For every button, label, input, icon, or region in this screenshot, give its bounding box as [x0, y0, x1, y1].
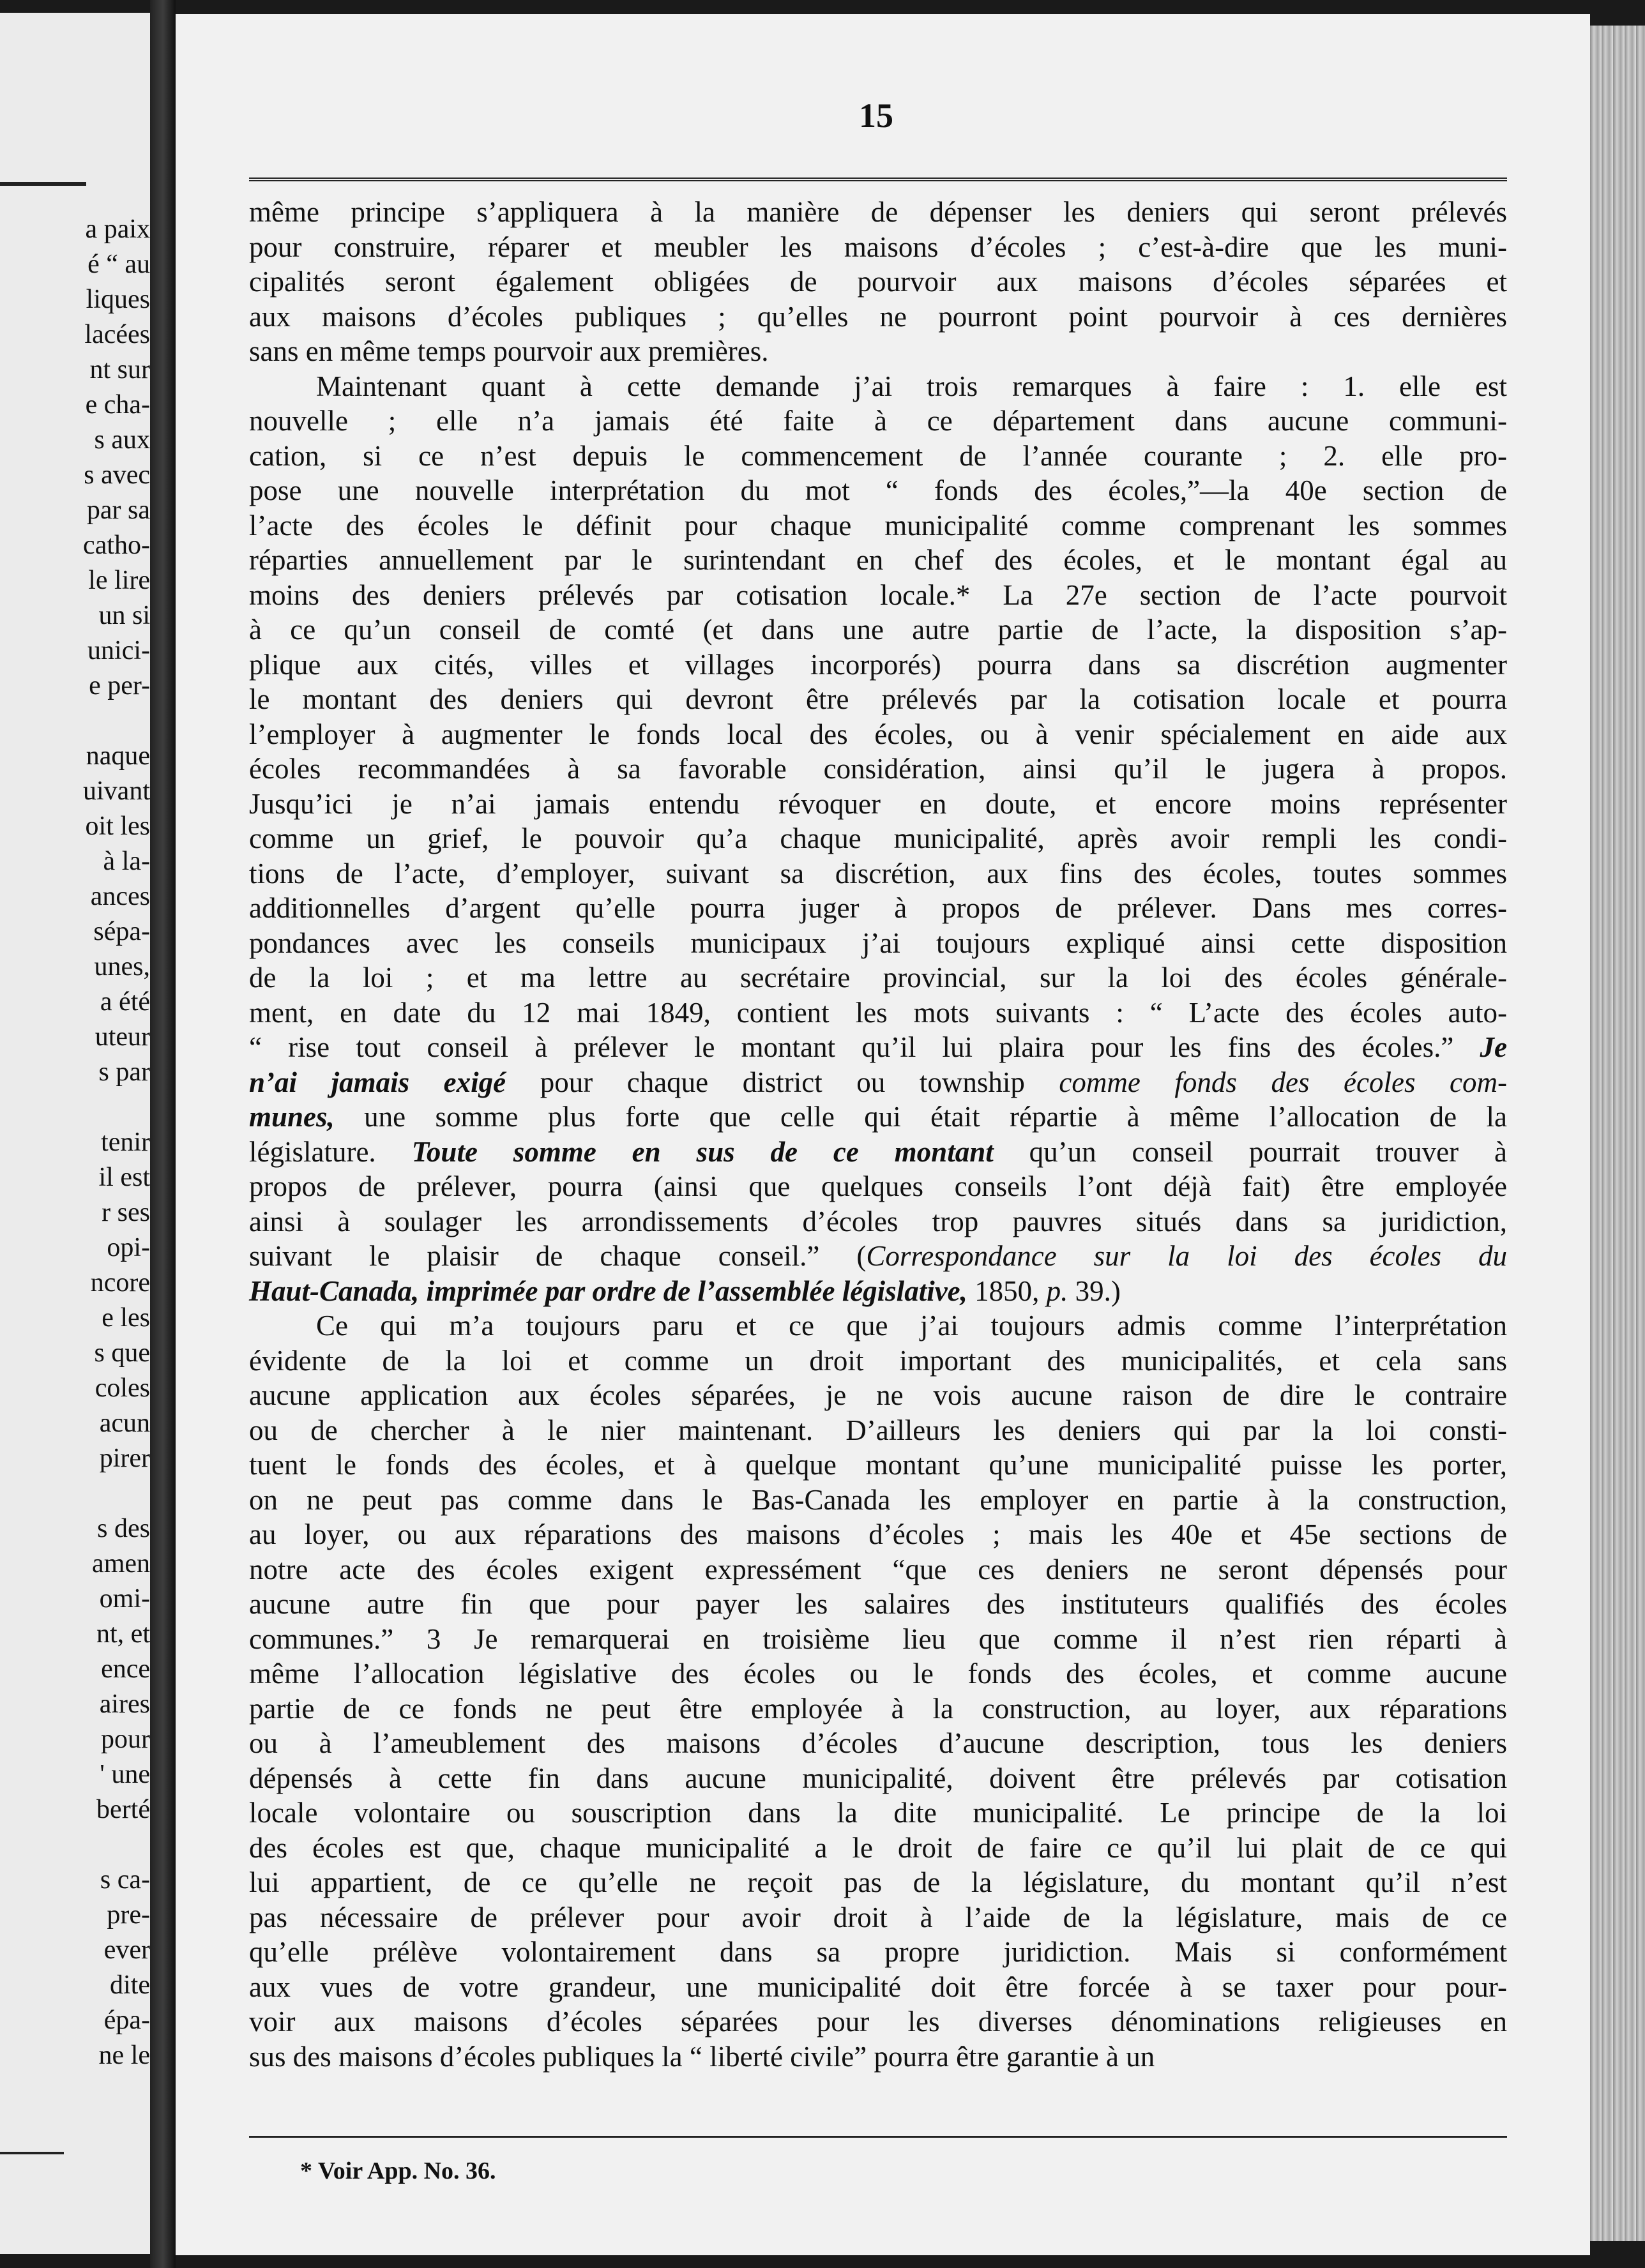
page-number: 15 — [859, 96, 893, 135]
left-page-rule — [0, 182, 86, 186]
left-page-line: berté — [96, 1795, 150, 1824]
text-line: comme un grief, le pouvoir qu’a chaque municipalité, après avoir rempli les condi- — [249, 822, 1507, 854]
left-page-line: a été — [100, 987, 150, 1017]
text-line: additionnelles d’argent qu’elle pourra juger à propos de prélever. Dans mes corres- — [249, 892, 1507, 924]
text-line: pondances avec les conseils municipaux j’ai toujours expliqué ainsi cette disposition — [249, 926, 1507, 959]
left-page-line: ne le — [98, 2041, 150, 2070]
left-page-line: uteur — [95, 1022, 150, 1052]
text-line: qu’elle prélève volontairement dans sa propre juridiction. Mais si conformément — [249, 1936, 1507, 1968]
left-page-line: a paix — [85, 215, 150, 244]
text-line: même principe s’appliquera à la manière de dépenser les deniers qui seront prélevés — [249, 196, 1507, 228]
left-page-line: ances — [90, 882, 150, 911]
text-line: l’acte des écoles le définit pour chaque municipalité comme comprenant les sommes — [249, 509, 1507, 541]
left-page-line: épa- — [103, 2006, 150, 2035]
text-line — [249, 1100, 1507, 1135]
text-line: partie de ce fonds ne peut être employée à la construction, au loyer, aux réparations — [249, 1692, 1507, 1725]
left-page-line: e cha- — [85, 390, 150, 420]
left-page-line: ence — [101, 1654, 150, 1684]
text-line: ou à l’ameublement des maisons d’écoles d’aucune description, tous les deniers — [249, 1727, 1507, 1759]
text-line — [249, 1204, 1507, 1239]
text-line: voir aux maisons d’écoles séparées pour les diverses dénominations religieuses en — [249, 2006, 1507, 2037]
text-run: législature. — [249, 1135, 412, 1168]
text-run: Haut-Canada, imprimée par ordre de l’assemblée législative, — [249, 1274, 967, 1307]
left-page-line: uivant — [83, 776, 150, 806]
left-page-line: unes, — [94, 952, 150, 981]
text-run: suivant le plaisir de chaque conseil.” ( — [249, 1240, 867, 1272]
text-line: aux maisons d’écoles publiques ; qu’elles ne pourront point pourvoir à ces dernières — [249, 300, 1507, 333]
left-page-line: tenir — [101, 1128, 150, 1157]
text-line: dépensés à cette fin dans aucune municipalité, doivent être prélevés par cotisation — [249, 1762, 1507, 1794]
left-page-line: s ca- — [100, 1865, 150, 1894]
text-run: pour chaque district ou township — [506, 1066, 1059, 1098]
text-line: cipalités seront également obligées de pourvoir aux maisons d’écoles séparées et — [249, 266, 1507, 298]
left-page-line: naque — [86, 741, 150, 771]
left-page-line: é “ au — [87, 250, 150, 279]
text-line — [249, 1169, 1507, 1204]
paragraph — [249, 1308, 1507, 2074]
text-run: 39.) — [1068, 1274, 1121, 1307]
text-line: le montant des deniers qui devront être prélevés par la cotisation locale et pourra — [249, 683, 1507, 715]
text-line — [249, 1135, 1507, 1170]
header-rule — [249, 178, 1507, 181]
book-gutter — [150, 0, 176, 2268]
text-line: sus des maisons d’écoles publiques la “ liberté civile” pourra être garantie à un — [249, 2040, 1155, 2073]
left-page-line: s par — [98, 1057, 150, 1087]
text-line: même l’allocation législative des écoles ou le fonds des écoles, et comme aucune — [249, 1658, 1507, 1690]
text-line: aucune autre fin que pour payer les salaires des instituteurs qualifiés des écoles — [249, 1588, 1507, 1620]
text-run: ainsi à soulager les arrondissements d’écoles trop pauvres situés dans sa juridiction, — [249, 1205, 1507, 1237]
text-run: n’ai jamais exigé — [249, 1066, 506, 1098]
left-page-line: dite — [110, 1970, 150, 2000]
text-line: nouvelle ; elle n’a jamais été faite à ce département dans aucune communi- — [249, 405, 1507, 437]
left-page-line: il est — [98, 1163, 150, 1192]
text-run: comme fonds des écoles com- — [1059, 1066, 1508, 1098]
text-run: Toute somme en sus de ce montant — [411, 1135, 994, 1168]
left-page-line: pre- — [107, 1900, 150, 1930]
left-page-line: s aux — [94, 425, 150, 455]
text-line: au loyer, ou aux réparations des maisons d’écoles ; mais les 40e et 45e sections de — [249, 1518, 1507, 1550]
left-page-line: ncore — [90, 1268, 150, 1297]
text-line: cation, si ce n’est depuis le commencement de l’année courante ; 2. elle pro- — [249, 439, 1507, 472]
left-page-line: omi- — [99, 1584, 150, 1614]
text-line — [249, 1065, 1507, 1100]
text-run: une somme plus forte que celle qui était répartie à même l’allocation de la — [334, 1101, 1507, 1133]
left-page-line: r ses — [102, 1198, 150, 1227]
left-page-line: catho- — [83, 531, 150, 560]
text-line: sans en même temps pourvoir aux premières. — [249, 335, 769, 367]
text-line: écoles recommandées à sa favorable considération, ainsi qu’il le jugera à propos. — [249, 753, 1507, 785]
left-page-line: ' une — [100, 1760, 150, 1789]
emphasis: Je — [1480, 1031, 1507, 1063]
text-line: Jusqu’ici je n’ai jamais entendu révoquer en doute, et encore moins représenter — [249, 787, 1507, 820]
text-line: ment, en date du 12 mai 1849, contient les mots suivants : “ L’acte des écoles auto- — [249, 996, 1507, 1029]
text-line: Ce qui m’a toujours paru et ce que j’ai toujours admis comme l’interprétation — [316, 1310, 1507, 1342]
text-line: communes.” 3 Je remarquerai en troisième lieu que comme il n’est rien réparti à — [249, 1622, 1507, 1655]
left-page-line: lacées — [84, 320, 150, 349]
text-line: tions de l’acte, d’employer, suivant sa discrétion, aux fins des écoles, toutes sommes — [249, 857, 1507, 889]
left-page-fragment — [0, 13, 150, 2254]
text-line: aucune application aux écoles séparées, je ne vois aucune raison de dire le contraire — [249, 1379, 1507, 1411]
paragraph — [249, 369, 1507, 1309]
text-run: propos de prélever, pourra (ainsi que quelques conseils l’ont déjà fait) être employée — [249, 1170, 1507, 1202]
left-page-line: unici- — [87, 636, 150, 665]
text-line: évidente de la loi et comme un droit important des municipalités, et cela sans — [249, 1344, 1507, 1377]
text-line: des écoles est que, chaque municipalité a le droit de faire ce qu’il lui plait de ce qui — [249, 1831, 1507, 1864]
text-line: ou de chercher à le nier maintenant. D’ailleurs les deniers qui par la loi consti- — [249, 1414, 1507, 1446]
text-line: réparties annuellement par le surintendant en chef des écoles, et le montant égal au — [249, 544, 1507, 576]
text-run: Correspondance sur la loi des écoles du — [866, 1240, 1507, 1272]
text-run: p. — [1046, 1274, 1068, 1307]
text-run: 1850, — [967, 1274, 1047, 1307]
left-page-bottom-rule — [0, 2152, 64, 2154]
text-line: pas nécessaire de prélever pour avoir droit à l’aide de la législature, mais de ce — [249, 1901, 1507, 1933]
text-line: pour construire, réparer et meubler les maisons d’écoles ; c’est-à-dire que les muni- — [249, 231, 1507, 263]
left-page-line: oit les — [85, 812, 150, 841]
text-line — [249, 1239, 1507, 1274]
text-line — [249, 1274, 1507, 1309]
footnote: * Voir App. No. 36. — [300, 2158, 496, 2184]
left-page-line: ever — [103, 1935, 150, 1965]
left-page-line: coles — [95, 1373, 150, 1403]
text-line: l’employer à augmenter le fonds local des écoles, ou à venir spécialement en aide aux — [249, 718, 1507, 750]
text-line: pose une nouvelle interprétation du mot “ fonds des écoles,”—la 40e section de — [249, 474, 1507, 506]
page-edges — [1590, 26, 1645, 2241]
left-page-line: nt, et — [96, 1619, 150, 1649]
text-line: tuent le fonds des écoles, et à quelque montant qu’une municipalité puisse les porter, — [249, 1449, 1507, 1481]
left-page-line: un si — [98, 601, 150, 630]
left-page-line: s avec — [84, 460, 150, 490]
left-page-line: e per- — [89, 671, 150, 700]
text-line: de la loi ; et ma lettre au secrétaire provincial, sur la loi des écoles générale- — [249, 962, 1507, 994]
footnote-rule — [249, 2136, 1507, 2138]
left-page-line: pirer — [99, 1444, 150, 1473]
text-line: Maintenant quant à cette demande j’ai trois remarques à faire : 1. elle est — [316, 370, 1507, 402]
left-page-line: s que — [94, 1338, 150, 1368]
text-run: qu’un conseil pourrait trouver à — [993, 1135, 1507, 1168]
body-text — [249, 195, 1507, 2074]
text-line: aux vues de votre grandeur, une municipalité doit être forcée à se taxer pour pour- — [249, 1970, 1507, 2003]
left-page-line: nt sur — [89, 355, 150, 384]
left-page-line: acun — [99, 1409, 150, 1438]
text-line: moins des deniers prélevés par cotisation locale.* La 27e section de l’acte pourvoit — [249, 578, 1507, 611]
text-line: lui appartient, de ce qu’elle ne reçoit pas de la législature, du montant qu’il n’est — [249, 1866, 1507, 1898]
paragraph — [249, 195, 1507, 369]
left-page-line: pour — [101, 1725, 150, 1754]
text-line: notre acte des écoles exigent expressément “que ces deniers ne seront dépensés pour — [249, 1553, 1507, 1585]
text-line: locale volontaire ou souscription dans la dite municipalité. Le principe de la loi — [249, 1797, 1507, 1829]
left-page-line: e les — [102, 1303, 150, 1333]
text-line: on ne peut pas comme dans le Bas-Canada les employer en partie à la construction, — [249, 1483, 1507, 1516]
left-page-line: le lire — [88, 566, 150, 595]
left-page-line: s des — [97, 1514, 150, 1543]
left-page-line: liques — [86, 285, 150, 314]
left-page-line: à la- — [103, 847, 150, 876]
left-page-line: par sa — [86, 495, 150, 525]
left-page-line: amen — [92, 1549, 150, 1578]
text-line: “ rise tout conseil à prélever le montant qu’il lui plaira pour les fins des écoles.” Je — [249, 1031, 1507, 1063]
left-page-line: sépa- — [93, 917, 150, 946]
text-run: munes, — [249, 1101, 335, 1133]
text-line: plique aux cités, villes et villages incorporés) pourra dans sa discrétion augmenter — [249, 648, 1507, 681]
left-page-line: opi- — [107, 1233, 150, 1262]
text-line: à ce qu’un conseil de comté (et dans une autre partie de l’acte, la disposition s’ap- — [249, 614, 1507, 646]
left-page-line: aires — [99, 1690, 150, 1719]
